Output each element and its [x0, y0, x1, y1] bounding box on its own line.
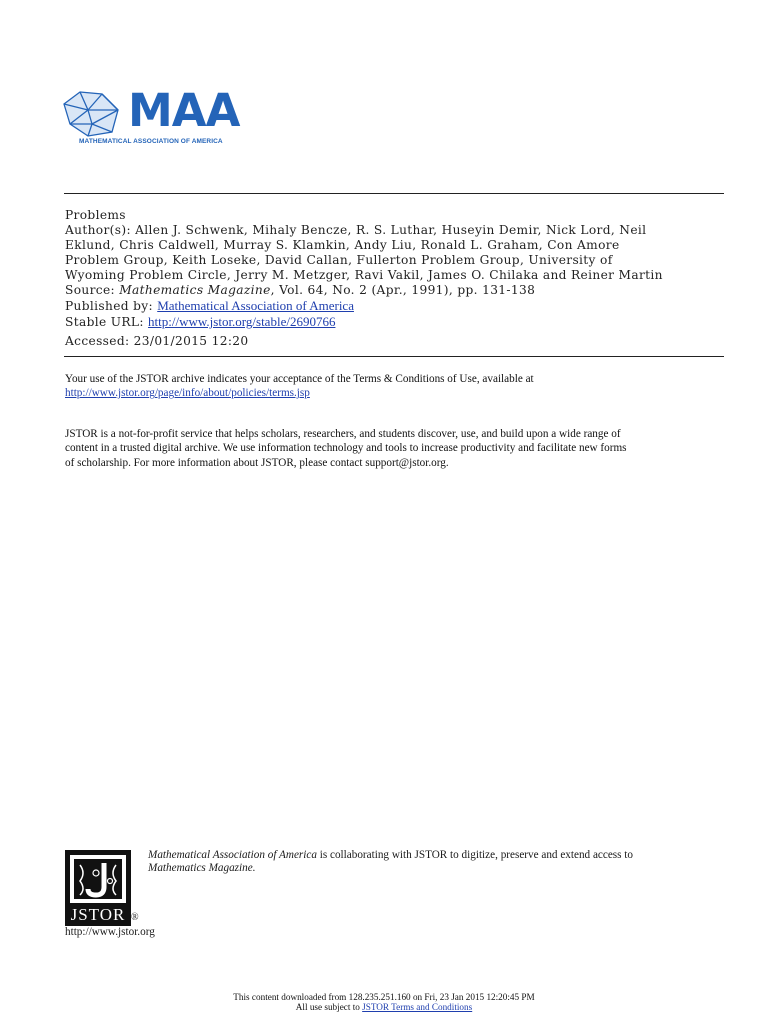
source-line	[65, 283, 729, 298]
jstor-wordmark: JSTOR	[66, 905, 130, 925]
registered-mark: ®	[131, 912, 139, 923]
stable-url-label: Stable URL:	[65, 315, 149, 329]
source-label: Source:	[65, 283, 120, 297]
authors-line-3: Problem Group, Keith Loseke, David Callan, Fullerton Problem Group, University of	[65, 253, 613, 267]
source-details: , Vol. 64, No. 2 (Apr., 1991), pp. 131-138	[270, 283, 536, 297]
collab-org: Mathematical Association of America	[148, 849, 317, 861]
maa-wordmark: MAA	[128, 84, 240, 137]
maa-logo	[62, 84, 240, 152]
terms-paragraph	[65, 372, 729, 401]
stable-url-line	[65, 314, 729, 330]
jstor-emblem-icon	[66, 851, 130, 905]
authors-line-1: Author(s): Allen J. Schwenk, Mihaly Bencze, R. S. Luthar, Huseyin Demir, Nick Lord, Neil	[65, 223, 647, 237]
publisher-link[interactable]: Mathematical Association of America	[157, 298, 354, 313]
collab-journal: Mathematics Magazine.	[148, 862, 256, 874]
stable-url-link[interactable]: http://www.jstor.org/stable/2690766	[148, 314, 336, 329]
authors-line-4: Wyoming Problem Circle, Jerry M. Metzger, Ravi Vakil, James O. Chilaka and Reiner Martin	[65, 268, 663, 282]
terms-conditions-link[interactable]: JSTOR Terms and Conditions	[362, 1002, 473, 1012]
published-label: Published by:	[65, 299, 158, 313]
source-journal: Mathematics Magazine	[119, 283, 271, 297]
top-rule	[64, 193, 724, 194]
terms-text: Your use of the JSTOR archive indicates your acceptance of the Terms & Conditions of Use, available at	[65, 373, 534, 385]
collaboration-note	[148, 849, 738, 875]
terms-note-prefix: All use subject to	[295, 1002, 363, 1012]
collab-text: is collaborating with JSTOR to digitize, preserve and extend access to	[316, 849, 634, 861]
about-line-3: of scholarship. For more information about JSTOR, please contact support@jstor.org.	[65, 456, 449, 469]
citation-block	[65, 208, 729, 349]
about-jstor-paragraph	[65, 427, 729, 470]
download-note: This content downloaded from 128.235.251.160 on Fri, 23 Jan 2015 12:20:45 PM	[233, 992, 535, 1002]
article-title: Problems	[65, 208, 126, 222]
about-line-2: content in a trusted digital archive. We use information technology and tools to increase productivity and facilitate new forms	[65, 442, 627, 455]
polyhedron-icon	[62, 90, 124, 138]
authors-line-2: Eklund, Chris Caldwell, Murray S. Klamkin, Andy Liu, Ronald L. Graham, Con Amore	[65, 238, 620, 252]
jstor-url: http://www.jstor.org	[65, 926, 155, 938]
terms-note	[0, 1002, 768, 1013]
maa-subtitle: MATHEMATICAL ASSOCIATION OF AMERICA	[79, 138, 223, 145]
accessed-line: Accessed: 23/01/2015 12:20	[65, 334, 249, 348]
terms-link[interactable]: http://www.jstor.org/page/info/about/policies/terms.jsp	[65, 387, 310, 400]
bottom-rule	[64, 356, 724, 357]
jstor-logo	[65, 850, 131, 926]
about-line-1: JSTOR is a not-for-profit service that helps scholars, researchers, and students discover, use, and build upon a wide range of	[65, 428, 621, 440]
published-line	[65, 298, 729, 314]
